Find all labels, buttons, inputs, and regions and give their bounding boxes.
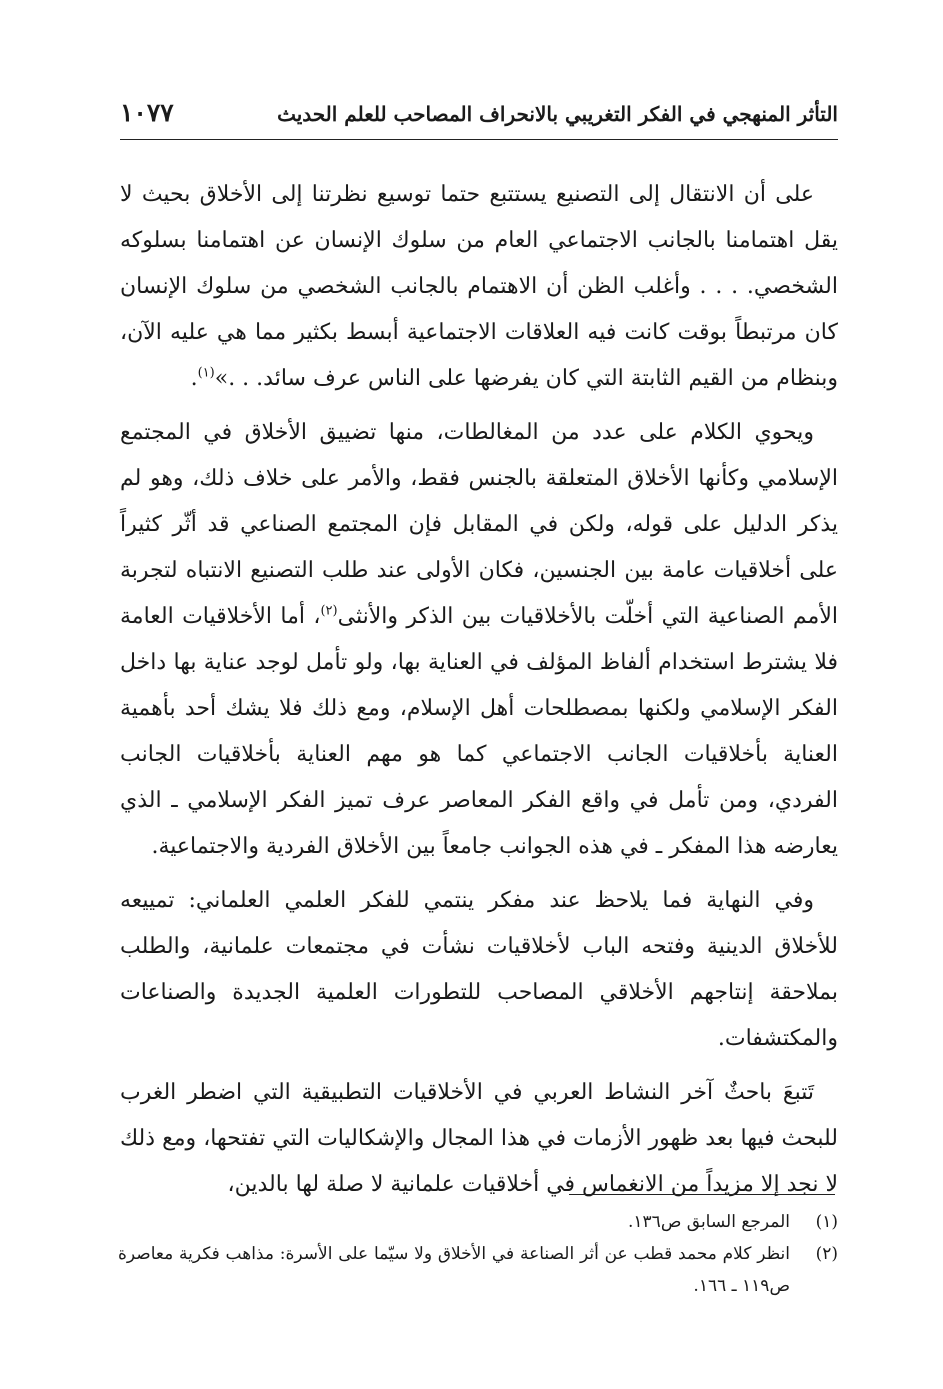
page-number: ١٠٧٧ xyxy=(120,98,174,127)
paragraph-fallacies xyxy=(120,410,838,870)
footnote-ref-2: (٢) xyxy=(320,603,338,619)
footnote-text: انظر كلام محمد قطب عن أثر الصناعة في الأخلاق ولا سيّما على الأسرة: مذاهب فكرية معاصرة ص١١٩ ـ ١٦٦. xyxy=(118,1244,790,1296)
footnote-separator xyxy=(569,1194,835,1195)
footnote-text: المرجع السابق ص١٣٦. xyxy=(628,1212,790,1232)
footnote xyxy=(118,1206,838,1238)
page-header xyxy=(120,100,838,140)
footnote xyxy=(118,1238,838,1302)
paragraph-2-part-1: ويحوي الكلام على عدد من المغالطات، منها تضييق الأخلاق في المجتمع الإسلامي وكأنها الأخلاق المتعلقة بالجنس فقط، والأمر على خلاف ذلك، وهو لم يذكر الدليل على قوله، ولكن في المقابل فإن المجتمع الصناعي قد أثّر كثيراً على أخلاقيات عامة بين الجنسين، فكان الأولى عند طلب التصنيع الانتباه لتجربة الأمم الصناعية التي أخلّت بالأخلاقيات بين الذكر والأنثى xyxy=(120,420,838,629)
footnotes xyxy=(118,1206,838,1302)
paragraph-1-text: على أن الانتقال إلى التصنيع يستتبع حتما توسيع نظرتنا إلى الأخلاق بحيث لا يقل اهتمامنا بالجانب الاجتماعي العام من سلوك الإنسان عن اهتمامنا بسلوكه الشخصي. . . . وأغلب الظن أن الاهتمام بالجانب الشخصي من سلوك الإنسان كان مرتبطاً بوقت كانت فيه العلاقات الاجتماعية أبسط بكثير مما هي عليه الآن، وبنظام من القيم الثابتة التي كان يفرضها على الناس عرف سائد. . .» xyxy=(120,182,838,391)
paragraph-1-end: . xyxy=(190,366,198,391)
paragraph-quote-end xyxy=(120,172,838,402)
header-rule xyxy=(120,139,838,140)
footnote-number: (٢) xyxy=(815,1244,838,1264)
main-text xyxy=(120,172,838,1216)
footnote-number: (١) xyxy=(815,1212,838,1232)
paragraph-applied-ethics: تَتبعَ باحثٌ آخر النشاط العربي في الأخلاقيات التطبيقية التي اضطر الغرب للبحث فيها بعد ظهور الأزمات في هذا المجال والإشكاليات التي تفتحها، ومع ذلك لا نجد إلا مزيداً من الانغماس في أخلاقيات علمانية لا صلة لها بالدين، xyxy=(120,1080,838,1197)
paragraph-2-part-2: ، أما الأخلاقيات العامة فلا يشترط استخدام ألفاظ المؤلف في العناية بها، ولو تأمل لوجد عناية بها داخل الفكر الإسلامي ولكنها بمصطلحات أهل الإسلام، ومع ذلك فلا يشك أحد بأهمية العناية بأخلاقيات الجانب الاجتماعي كما هو مهم العناية بأخلاقيات الجانب الفردي، ومن تأمل في واقع الفكر المعاصر عرف تميز الفكر الإسلامي ـ الذي يعارضه هذا المفكر ـ في هذه الجوانب جامعاً بين الأخلاق الفردية والاجتماعية. xyxy=(120,604,838,859)
paragraph-conclusion: وفي النهاية فما يلاحظ عند مفكر ينتمي للفكر العلمي العلماني: تمييعه للأخلاق الدينية وفتحه الباب لأخلاقيات نشأت في مجتمعات علمانية، والطلب بملاحقة إنتاجهم الأخلاقي المصاحب للتطورات العلمية الجديدة والصناعات والمكتشفات. xyxy=(120,888,838,1051)
running-title: التأثر المنهجي في الفكر التغريبي بالانحراف المصاحب للعلم الحديث xyxy=(277,102,838,126)
footnote-ref-1: (١) xyxy=(197,365,215,381)
